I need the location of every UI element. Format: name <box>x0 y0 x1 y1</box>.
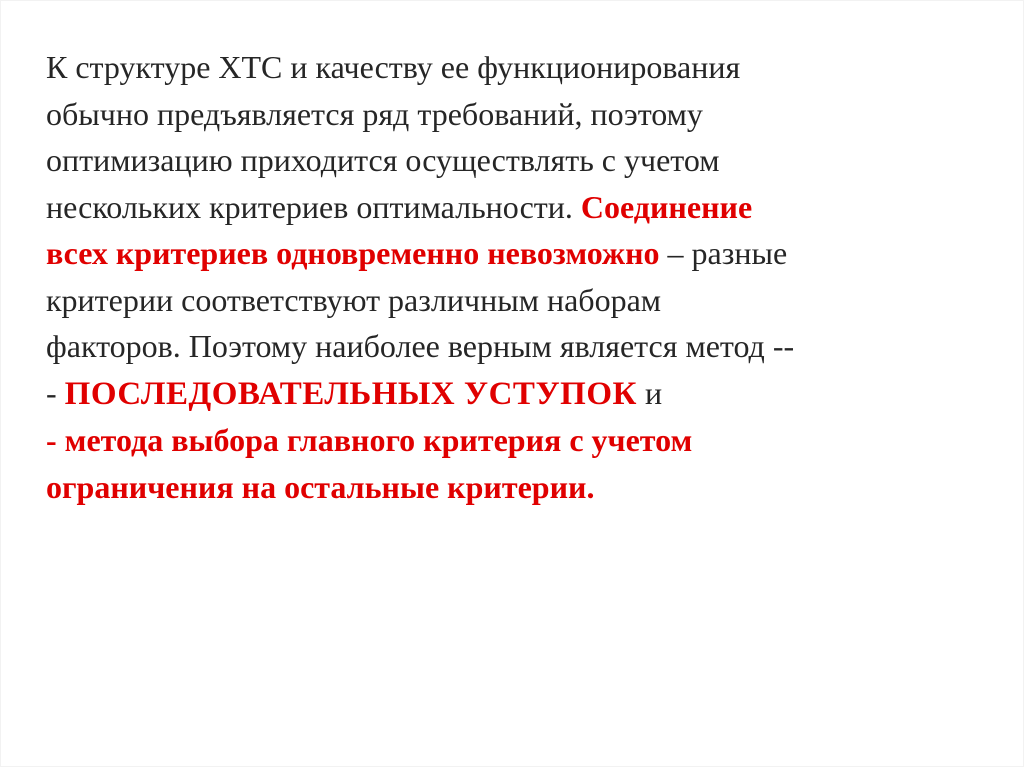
text-segment: критерии соответствуют различным наборам <box>46 281 662 318</box>
text-line-9 <box>46 417 1006 464</box>
emphasis-text: - метода выбора главного критерия с учетом <box>46 422 693 458</box>
text-segment: - <box>46 374 65 411</box>
emphasis-text: всех критериев одновременно невозможно <box>46 235 660 271</box>
text-line-4 <box>46 184 1006 231</box>
text-line-1 <box>46 44 1006 91</box>
text-segment: К структуре ХТС и качеству ее функционирования <box>46 49 741 85</box>
text-line-3 <box>46 137 1006 184</box>
text-line-7 <box>46 323 1006 370</box>
text-segment: факторов. Поэтому наиболее верным является метод -- <box>46 328 795 364</box>
text-segment: и <box>636 374 663 411</box>
text-line-8 <box>46 370 1006 418</box>
emphasis-caps-text: ПОСЛЕДОВАТЕЛЬНЫХ УСТУПОК <box>64 375 637 412</box>
text-segment: оптимизацию приходится осуществлять с учетом <box>46 142 720 178</box>
text-segment: – разные <box>659 235 788 271</box>
text-segment: нескольких критериев оптимальности. <box>46 188 581 225</box>
emphasis-text: ограничения на остальные критерии. <box>46 468 595 505</box>
text-segment: обычно предъявляется ряд требований, поэтому <box>46 95 703 132</box>
emphasis-text: Соединение <box>580 188 753 225</box>
slide-body-text <box>46 44 1006 510</box>
text-line-2 <box>46 91 1006 138</box>
text-line-10 <box>46 464 1006 511</box>
text-line-6 <box>46 277 1006 324</box>
text-line-5 <box>46 230 1006 277</box>
